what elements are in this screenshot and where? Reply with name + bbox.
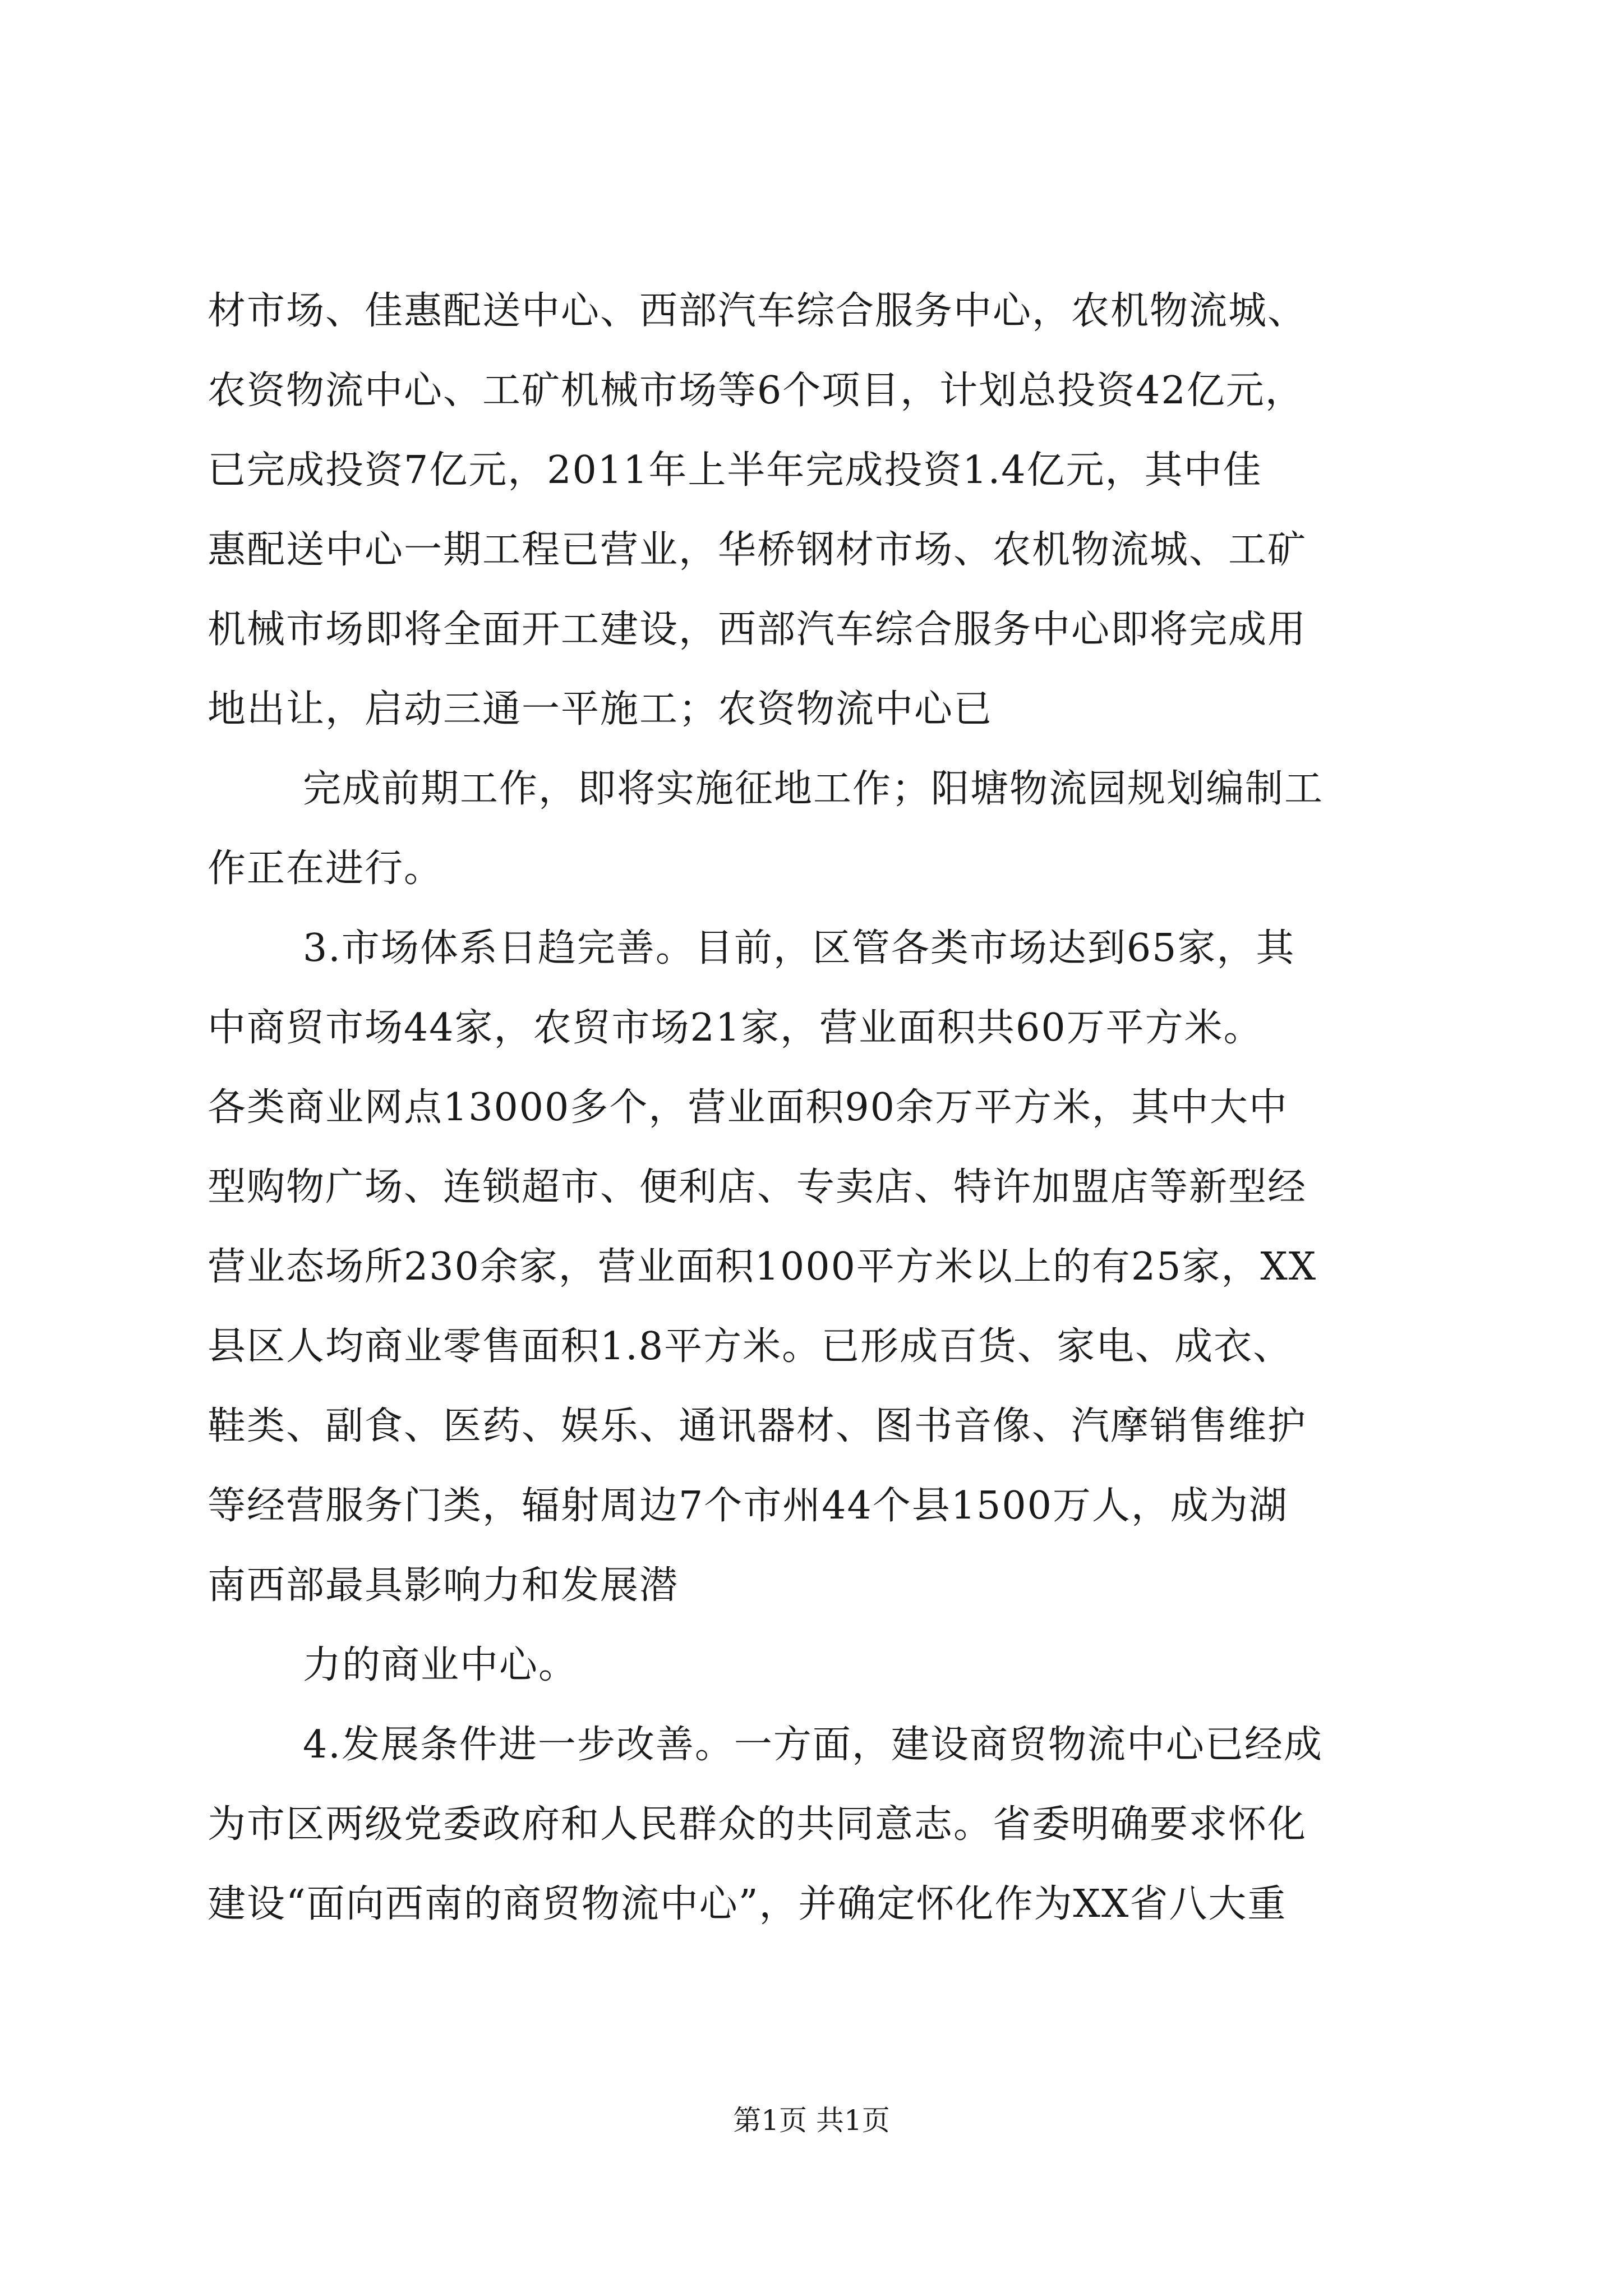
text-line: 4.发展条件进一步改善。一方面，建设商贸物流中心已经成	[303, 1723, 1323, 1767]
text-line: 鞋类、副食、医药、娱乐、通讯器材、图书音像、汽摩销售维护	[208, 1404, 1307, 1448]
text-line: 力的商业中心。	[303, 1643, 578, 1687]
text-line: 惠配送中心一期工程已营业，华桥钢材市场、农机物流城、工矿	[208, 528, 1307, 572]
text-line: 材市场、佳惠配送中心、西部汽车综合服务中心，农机物流城、	[208, 289, 1307, 333]
text-line: 中商贸市场44家，农贸市场21家，营业面积共60万平方米。	[208, 1006, 1263, 1050]
text-line: 机械市场即将全面开工建设，西部汽车综合服务中心即将完成用	[208, 608, 1307, 652]
text-line: 营业态场所230余家，营业面积1000平方米以上的有25家，XX	[208, 1245, 1317, 1289]
text-line: 作正在进行。	[208, 846, 444, 891]
text-line: 型购物广场、连锁超市、便利店、专卖店、特许加盟店等新型经	[208, 1165, 1307, 1209]
text-line: 农资物流中心、工矿机械市场等6个项目，计划总投资42亿元，	[208, 369, 1304, 413]
text-line: 完成前期工作，即将实施征地工作；阳塘物流园规划编制工	[303, 767, 1324, 811]
text-line: 各类商业网点13000多个，营业面积90余万平方米，其中大中	[208, 1085, 1288, 1130]
text-line: 等经营服务门类，辐射周边7个市州44个县1500万人，成为湖	[208, 1484, 1288, 1528]
text-line: 县区人均商业零售面积1.8平方米。已形成百货、家电、成衣、	[208, 1324, 1293, 1369]
text-line: 南西部最具影响力和发展潜	[208, 1563, 679, 1608]
text-line: 为市区两级党委政府和人民群众的共同意志。省委明确要求怀化	[208, 1802, 1307, 1847]
text-line: 已完成投资7亿元，2011年上半年完成投资1.4亿元，其中佳	[208, 448, 1262, 493]
page-footer: 第1页 共1页	[733, 2104, 890, 2137]
text-line: 3.市场体系日趋完善。目前，区管各类市场达到65家，其	[303, 926, 1295, 970]
text-line: 建设“面向西南的商贸物流中心”，并确定怀化作为XX省八大重	[208, 1882, 1287, 1926]
text-line: 地出让，启动三通一平施工；农资物流中心已	[208, 687, 993, 731]
